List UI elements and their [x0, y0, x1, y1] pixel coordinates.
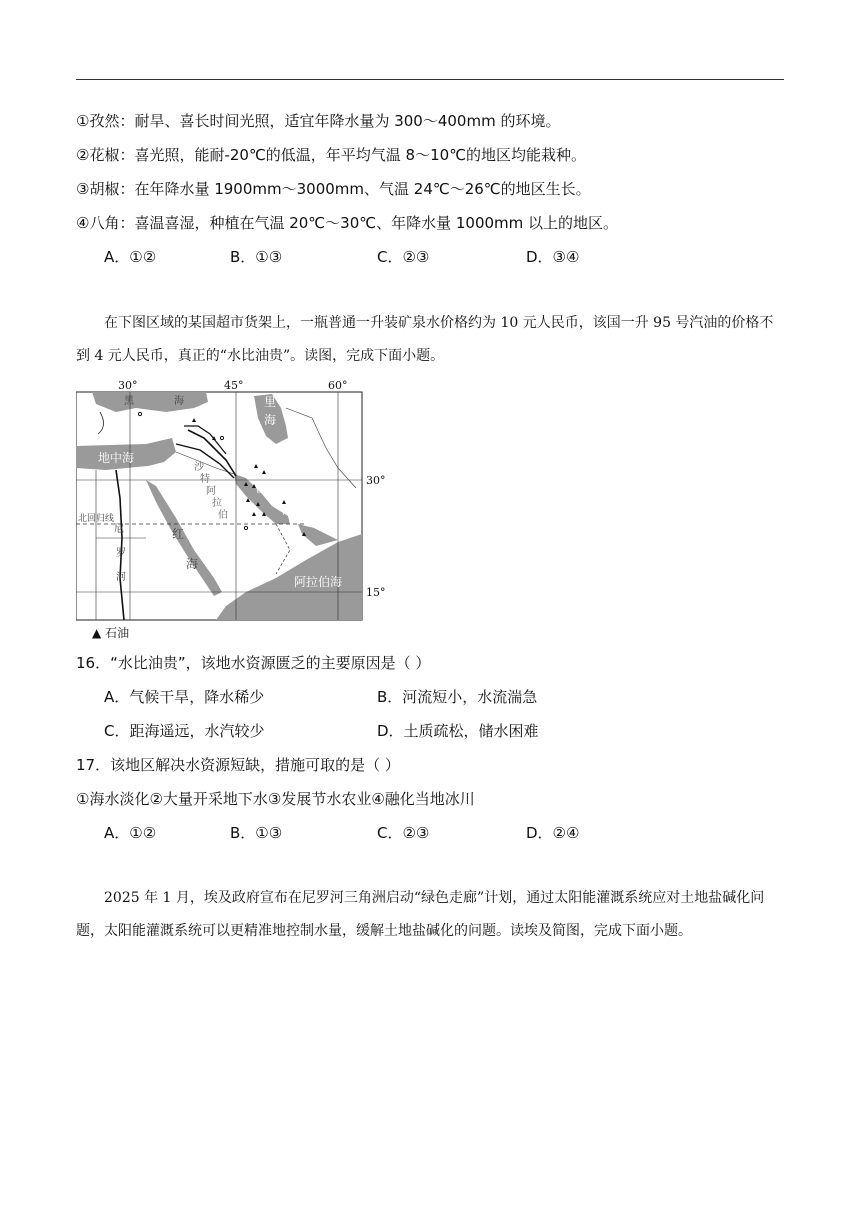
intro-paragraph: 在下图区域的某国超市货架上，一瓶普通一升装矿泉水价格约为 10 元人民币，该国一升 95 号汽油的价格不到 4 元人民币，真正的“水比油贵”。读图，完成下面小题。 — [76, 315, 774, 364]
caspian-label-2: 海 — [264, 413, 277, 427]
arabian-sea-label: 阿拉伯海 — [294, 575, 343, 589]
crop-line-3: ③胡椒：在年降水量 1900mm～3000mm、气温 24℃～26℃的地区生长。 — [76, 180, 591, 198]
nile-label-1: 尼 — [114, 524, 124, 535]
q17-option-a[interactable]: A．①② — [104, 824, 157, 842]
q16-option-b[interactable]: B．河流短小，水流湍急 — [377, 688, 538, 706]
q15-option-c[interactable]: C．②③ — [377, 248, 430, 266]
arabia-label-2: 特 — [200, 474, 210, 485]
caspian-label-1: 里 — [264, 395, 277, 409]
gulf-label-2: 斯 — [272, 495, 282, 505]
legend-label: 石油 — [105, 626, 130, 640]
lat-30-label: 30° — [366, 474, 386, 487]
lon-45-label: 45° — [224, 379, 244, 392]
tropic-label: 北回归线 — [78, 514, 115, 524]
q17-option-d[interactable]: D．②④ — [526, 824, 580, 842]
header-rule — [76, 79, 784, 80]
q16-option-a[interactable]: A．气候干旱，降水稀少 — [104, 688, 265, 706]
nile-label-3: 河 — [116, 572, 126, 583]
lon-30-label: 30° — [118, 379, 138, 392]
map-legend — [92, 624, 129, 641]
q16-option-d[interactable]: D．土质疏松，储水困难 — [377, 722, 539, 740]
nile-label-2: 罗 — [116, 548, 126, 559]
lon-60-label: 60° — [328, 379, 348, 392]
q15-option-b[interactable]: B．①③ — [230, 248, 283, 266]
oil-icon: ▲ — [92, 626, 102, 640]
q16-stem: 16．“水比油贵”，该地水资源匮乏的主要原因是（ ） — [76, 654, 431, 672]
gulf-label-1: 波 — [256, 485, 266, 495]
crop-line-1: ①孜然：耐旱、喜长时间光照，适宜年降水量为 300～400mm 的环境。 — [76, 112, 561, 130]
arabia-label-5: 伯 — [218, 510, 228, 521]
q15-option-d[interactable]: D．③④ — [526, 248, 580, 266]
gulf-label-3: 湾 — [282, 507, 292, 517]
arabia-label-4: 拉 — [212, 498, 222, 509]
mediterranean-label: 地中海 — [98, 451, 135, 465]
arabia-label-1: 沙 — [194, 462, 204, 473]
q15-option-a[interactable]: A．①② — [104, 248, 157, 266]
red-sea-label-2: 海 — [186, 557, 199, 571]
black-sea-label-2: 海 — [174, 396, 184, 407]
q17-option-c[interactable]: C．②③ — [377, 824, 430, 842]
black-sea-label-1: 黑 — [124, 396, 134, 407]
q17-items: ①海水淡化②大量开采地下水③发展节水农业④融化当地冰川 — [76, 790, 475, 808]
intro2-paragraph: 2025 年 1 月，埃及政府宣布在尼罗河三角洲启动“绿色走廊”计划，通过太阳能灌溉系统应对土地盐碱化问题，太阳能灌溉系统可以更精准地控制水量，缓解土地盐碱化的问题。读埃及简图，完成下面小题。 — [76, 890, 765, 939]
middle-east-map — [76, 378, 386, 630]
crop-line-2: ②花椒：喜光照，能耐-20℃的低温，年平均气温 8～10℃的地区均能栽种。 — [76, 146, 587, 164]
crop-line-4: ④八角：喜温喜湿，种植在气温 20℃～30℃、年降水量 1000mm 以上的地区。 — [76, 214, 619, 232]
q17-option-b[interactable]: B．①③ — [230, 824, 283, 842]
lat-15-label: 15° — [366, 586, 386, 599]
q17-stem: 17．该地区解决水资源短缺，措施可取的是（ ） — [76, 756, 400, 774]
q16-option-c[interactable]: C．距海遥远，水汽较少 — [104, 722, 265, 740]
red-sea-label-1: 红 — [172, 527, 185, 541]
arabia-label-3: 阿 — [206, 486, 216, 497]
